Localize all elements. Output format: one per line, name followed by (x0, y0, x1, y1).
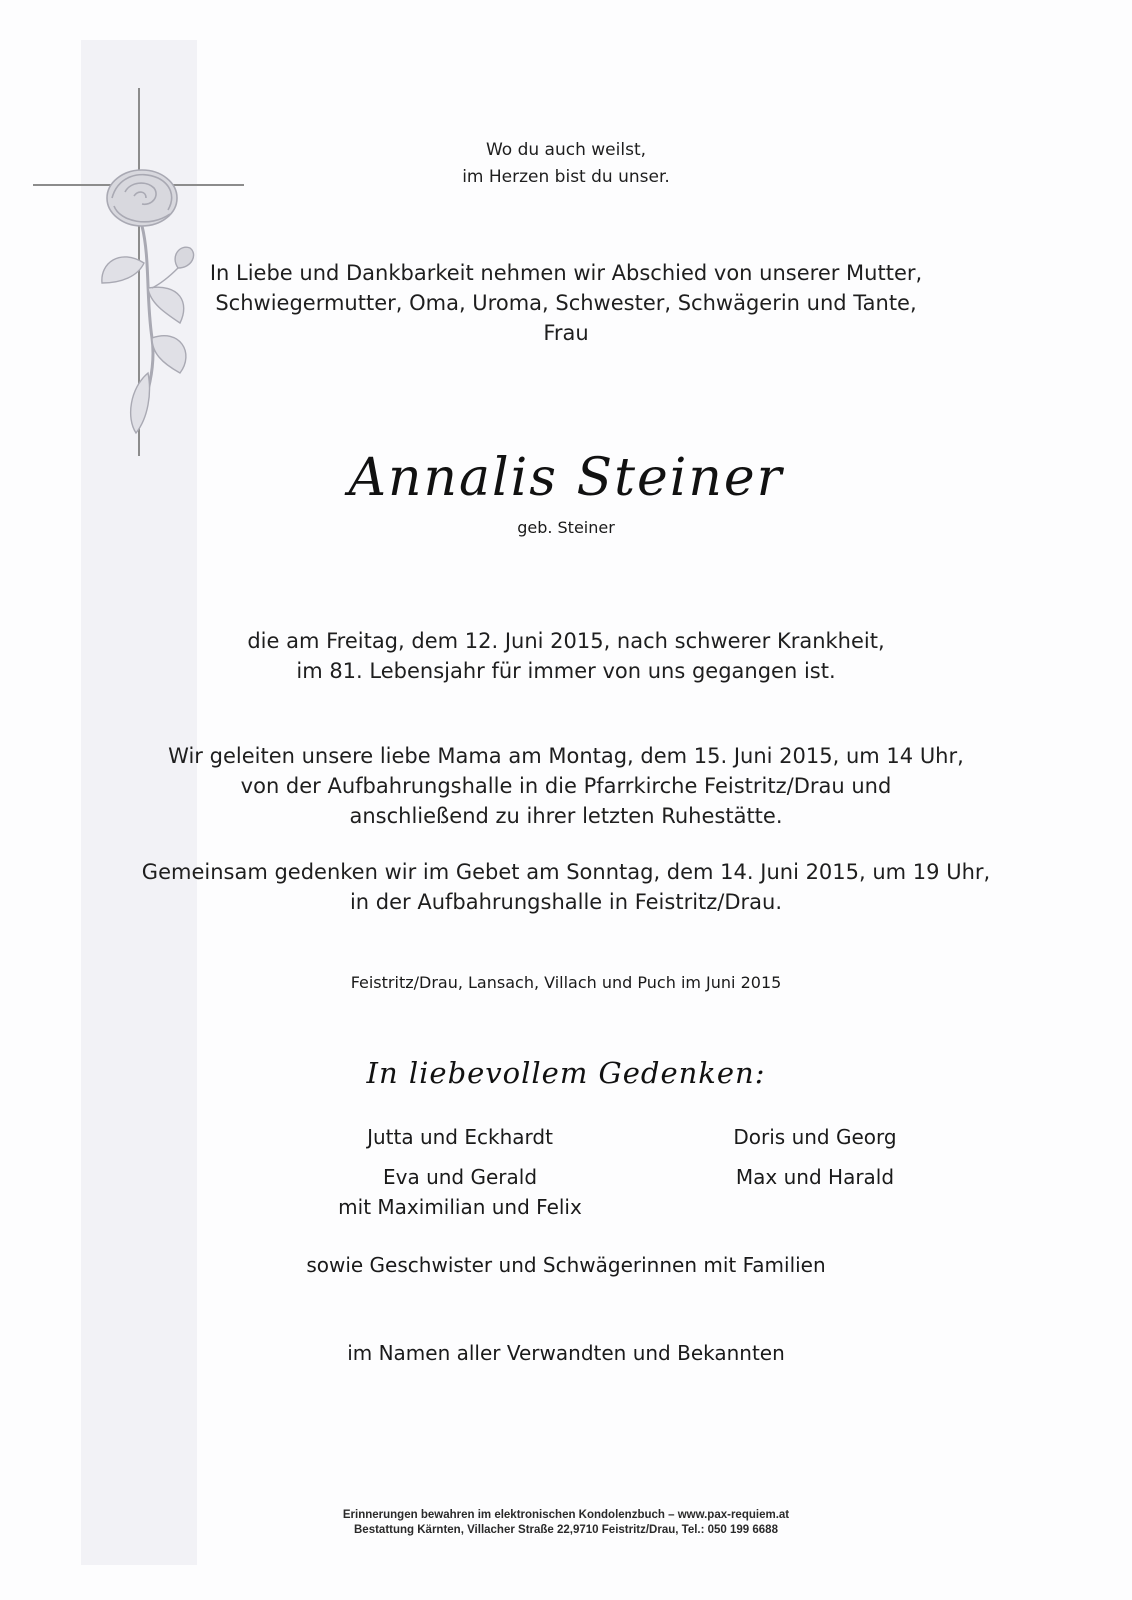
intro-text (0, 258, 1132, 348)
mourner: Eva und Gerald (382, 1165, 538, 1189)
motto-line-2: im Herzen bist du unser. (462, 167, 670, 187)
mourner: Max und Harald (735, 1165, 895, 1189)
death-notice (0, 626, 1132, 686)
relatives-line: im Namen aller Verwandten und Bekannten (347, 1341, 785, 1365)
siblings-line: sowie Geschwister und Schwägerinnen mit Familien (306, 1253, 826, 1277)
death-line-2: im 81. Lebensjahr für immer von uns gegangen ist. (296, 659, 836, 683)
footer (0, 1508, 1132, 1538)
mourners-list (290, 1122, 990, 1232)
mourner-children: mit Maximilian und Felix (338, 1195, 582, 1219)
prayer-line-1: Gemeinsam gedenken wir im Gebet am Sonntag, dem 14. Juni 2015, um 19 Uhr, (141, 860, 991, 884)
places-date: Feistritz/Drau, Lansach, Villach und Puch im Juni 2015 (350, 973, 782, 992)
funeral-notice (0, 741, 1132, 831)
mourners-left-column (290, 1122, 630, 1222)
mourners-right-column (690, 1122, 940, 1192)
motto-line-1: Wo du auch weilst, (485, 140, 647, 160)
mourner: Doris und Georg (733, 1125, 897, 1149)
footer-condolence-link: Erinnerungen bewahren im elektronischen Kondolenzbuch – www.pax-requiem.at (342, 1509, 790, 1521)
prayer-notice (0, 857, 1132, 917)
intro-line-1: In Liebe und Dankbarkeit nehmen wir Abschied von unserer Mutter, (209, 261, 923, 285)
funeral-line-1: Wir geleiten unsere liebe Mama am Montag, dem 15. Juni 2015, um 14 Uhr, (168, 744, 964, 768)
intro-line-3: Frau (543, 321, 589, 345)
death-line-1: die am Freitag, dem 12. Juni 2015, nach schwerer Krankheit, (247, 629, 885, 653)
gedenken-title: In liebevollem Gedenken: (366, 1056, 766, 1090)
maiden-name: geb. Steiner (517, 518, 615, 537)
deceased-name: Annalis Steiner (348, 448, 784, 508)
prayer-line-2: in der Aufbahrungshalle in Feistritz/Drau. (349, 890, 783, 914)
funeral-line-3: anschließend zu ihrer letzten Ruhestätte. (349, 804, 783, 828)
funeral-line-2: von der Aufbahrungshalle in die Pfarrkirche Feistritz/Drau und (240, 774, 892, 798)
intro-line-2: Schwiegermutter, Oma, Uroma, Schwester, Schwägerin und Tante, (215, 291, 917, 315)
motto (0, 137, 1132, 191)
mourner: Jutta und Eckhardt (367, 1125, 553, 1149)
footer-address: Bestattung Kärnten, Villacher Straße 22,9710 Feistritz/Drau, Tel.: 050 199 6688 (354, 1524, 778, 1536)
